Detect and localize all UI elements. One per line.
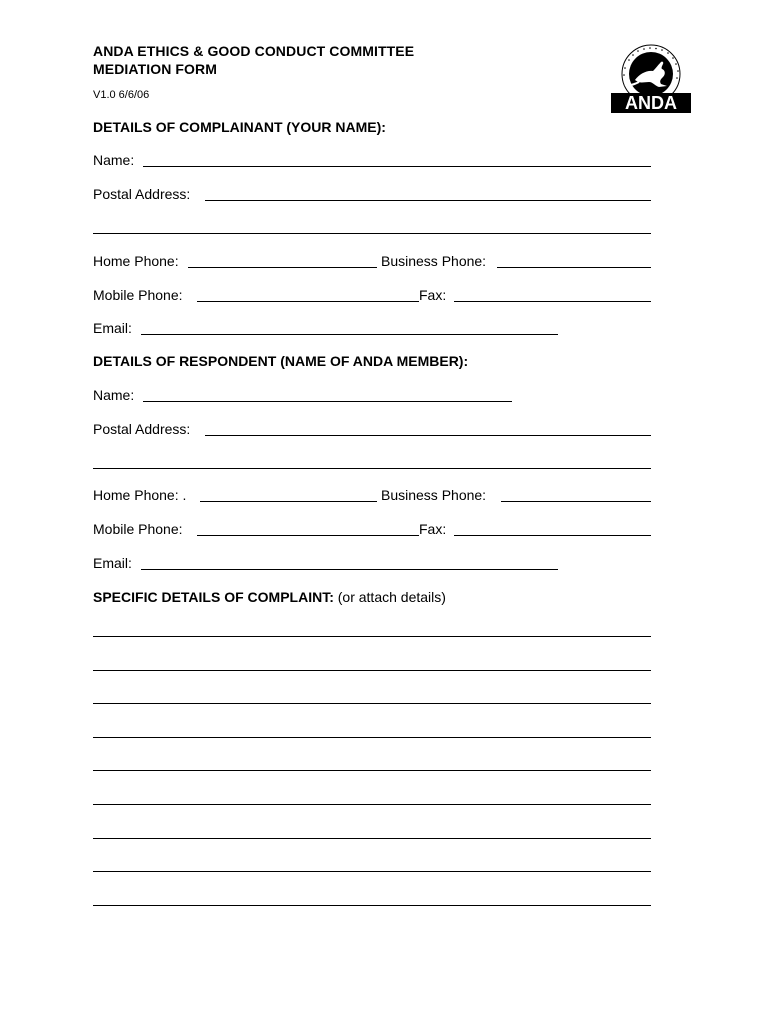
- respondent-fax-field[interactable]: [454, 535, 651, 536]
- respondent-postal-field-2[interactable]: [93, 468, 651, 469]
- complaint-line-8[interactable]: [93, 871, 651, 872]
- complaint-line-6[interactable]: [93, 804, 651, 805]
- complaint-line-1[interactable]: [93, 636, 651, 637]
- complainant-email-field[interactable]: [141, 334, 558, 335]
- complainant-fax-field[interactable]: [454, 301, 651, 302]
- respondent-fax-label: Fax:: [419, 521, 447, 537]
- complainant-postal-field[interactable]: [205, 200, 651, 201]
- form-title-line1: ANDA ETHICS & GOOD CONDUCT COMMITTEE: [93, 43, 415, 59]
- logo-text: ANDA: [625, 93, 677, 113]
- respondent-name-label: Name:: [93, 387, 135, 403]
- complaint-line-5[interactable]: [93, 770, 651, 771]
- respondent-home-phone-label: Home Phone: .: [93, 487, 187, 503]
- complainant-name-field[interactable]: [143, 166, 651, 167]
- respondent-email-label: Email:: [93, 555, 132, 571]
- version-label: V1.0 6/6/06: [93, 89, 150, 101]
- complaint-heading-text: SPECIFIC DETAILS OF COMPLAINT:: [93, 589, 334, 605]
- complaint-line-9[interactable]: [93, 905, 651, 906]
- complaint-line-7[interactable]: [93, 838, 651, 839]
- respondent-mobile-phone-label: Mobile Phone:: [93, 521, 183, 537]
- respondent-home-phone-field[interactable]: [200, 501, 377, 502]
- respondent-heading: DETAILS OF RESPONDENT (NAME OF ANDA MEMBER):: [93, 353, 469, 369]
- complainant-name-label: Name:: [93, 152, 135, 168]
- complainant-postal-label: Postal Address:: [93, 186, 191, 202]
- complainant-home-phone-field[interactable]: [188, 267, 377, 268]
- respondent-postal-field[interactable]: [205, 435, 651, 436]
- respondent-business-phone-field[interactable]: [501, 501, 651, 502]
- complaint-line-4[interactable]: [93, 737, 651, 738]
- respondent-postal-label: Postal Address:: [93, 421, 191, 437]
- form-title-line2: MEDIATION FORM: [93, 61, 218, 77]
- complainant-business-phone-label: Business Phone:: [381, 253, 487, 269]
- respondent-email-field[interactable]: [141, 569, 558, 570]
- complainant-home-phone-label: Home Phone:: [93, 253, 179, 269]
- complainant-email-label: Email:: [93, 320, 132, 336]
- complainant-postal-field-2[interactable]: [93, 233, 651, 234]
- anda-logo: [609, 44, 693, 114]
- complaint-heading-note: (or attach details): [337, 589, 446, 605]
- respondent-mobile-phone-field[interactable]: [197, 535, 419, 536]
- complaint-heading: [93, 589, 446, 605]
- complainant-business-phone-field[interactable]: [497, 267, 651, 268]
- respondent-name-field[interactable]: [143, 401, 512, 402]
- complainant-heading: DETAILS OF COMPLAINANT (YOUR NAME):: [93, 119, 386, 135]
- complaint-line-2[interactable]: [93, 670, 651, 671]
- complainant-fax-label: Fax:: [419, 287, 447, 303]
- complainant-mobile-phone-field[interactable]: [197, 301, 419, 302]
- complainant-mobile-phone-label: Mobile Phone:: [93, 287, 183, 303]
- complaint-line-3[interactable]: [93, 703, 651, 704]
- respondent-business-phone-label: Business Phone:: [381, 487, 487, 503]
